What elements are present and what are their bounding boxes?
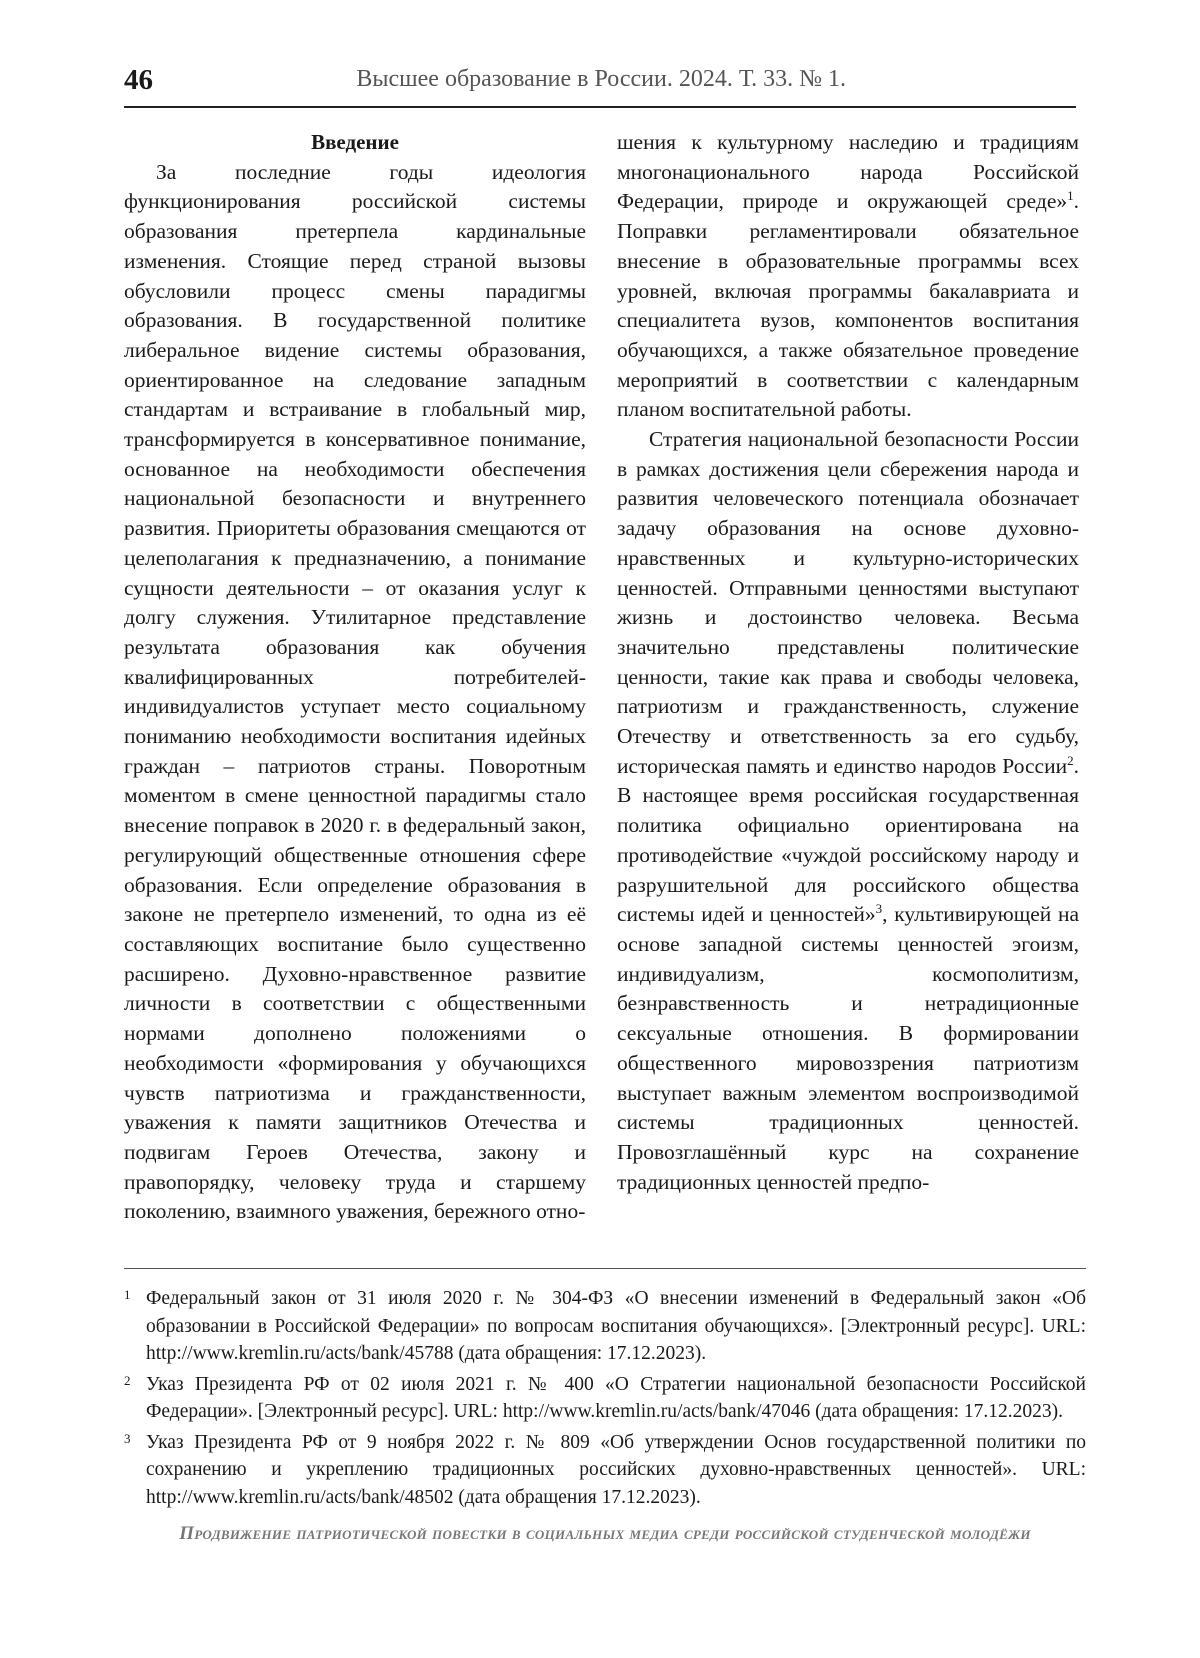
running-footer: Продвижение патриотической повестки в социальных медиа среди российской студенческой молодёжи xyxy=(179,1523,1031,1544)
footnote-ref-3[interactable]: 3 xyxy=(875,901,883,917)
footnote xyxy=(124,1429,1086,1512)
continued-paragraph xyxy=(617,128,1079,425)
footnote-number: 3 xyxy=(124,1430,131,1446)
page-number: 46 xyxy=(124,64,153,96)
footnote-ref-1[interactable]: 1 xyxy=(1067,188,1074,204)
strategy-text-a: Стратегия национальной безопасности России в рамках достижения цели сбережения народа и развития человеческого потенциала обозначает задачу образования на основе духовно-нравственных и культурно-исторических ценностей. Отправными ценностями выступают жизнь и достоинство человека. Весьма значительно представлены политические ценности, такие как права и свободы человека, патриотизм и гражданственность, служение Отечеству и ответственность за его судьбу, историческая память и единство народов России xyxy=(617,427,1079,778)
continued-text-tail: . Поправки регламентировали обязательное внесение в образовательные программы всех уровней, включая программы бакалавриата и специалитета вузов, компонентов воспитания обучающихся, а также обязательное проведение мероприятий в соответствии с календарным планом воспитательной работы. xyxy=(617,189,1079,422)
footnote-divider xyxy=(124,1268,1086,1269)
footnotes xyxy=(124,1285,1086,1514)
strategy-text-b: . В настоящее время российская государственная политика официально ориентирована на противодействие «чуждой российскому народу и разрушительной для российского общества системы идей и ценностей» xyxy=(617,753,1079,927)
footnote-number: 2 xyxy=(124,1372,131,1388)
footnote xyxy=(124,1371,1086,1426)
footnote-text: Указ Президента РФ от 02 июля 2021 г. № 400 «О Стратегии национальной безопасности Российской Федерации». [Электронный ресурс]. URL: http://www.kremlin.ru/acts/bank/47046 (дата обращения: 17.12.2023). xyxy=(146,1373,1086,1422)
footnote-text: Указ Президента РФ от 9 ноября 2022 г. № 809 «Об утверждении Основ государственной политики по сохранению и укреплению традиционных российских духовно-нравственных ценностей». URL: http://www.kremlin.ru/acts/bank/48502 (дата обращения 17.12.2023). xyxy=(146,1431,1086,1508)
intro-paragraph: За последние годы идеология функционирования российской системы образования претерпела кардинальные изменения. Стоящие перед страной вызовы обусловили процесс смены парадигмы образования. В государственной политике либеральное видение системы образования, ориентированное на следование западным стандартам и встраивание в глобальный мир, трансформируется в консервативное понимание, основанное на необходимости обеспечения национальной безопасности и внутреннего развития. Приоритеты образования смещаются от целеполагания к предназначению, а понимание сущности деятельности – от оказания услуг к долгу служения. Утилитарное представление результата образования как обучения квалифицированных потребителей-индивидуалистов уступает место социальному пониманию необходимости воспитания идейных граждан – патриотов страны. Поворотным моментом в смене ценностной парадигмы стало внесение поправок в 2020 г. в федеральный закон, регулирующий общественные отношения сфере образования. Если определение образования в законе не претерпело изменений, то одна из её составляющих воспитание было существенно расширено. Духовно-нравственное развитие личности в соответствии с общественными нормами дополнено положениями о необходимости «формирования у обучающихся чувств патриотизма и гражданственности, уважения к памяти защитников Отечества и подвигам Героев Отечества, закону и правопорядку, человеку труда и старшему поколению, взаимного уважения, бережного отно- xyxy=(124,159,586,1224)
footnote xyxy=(124,1285,1086,1368)
footnote-number: 1 xyxy=(124,1287,131,1302)
strategy-text-c: , культивирующей на основе западной системы ценностей эгоизм, индивидуализм, космополитизм, безнравственность и нетрадиционные сексуальные отношения. В формировании общественного мировоззрения патриотизм выступает важным элементом воспроизводимой системы традиционных ценностей. Провозглашённый курс на сохранение традиционных ценностей предпо- xyxy=(617,902,1080,1194)
page-header xyxy=(124,60,1076,108)
right-column xyxy=(617,128,1079,1197)
section-heading: Введение xyxy=(311,130,399,154)
footnote-text: Федеральный закон от 31 июля 2020 г. № 304-ФЗ «О внесении изменений в Федеральный закон «Об образовании в Российской Федерации» по вопросам воспитания обучающихся». [Электронный ресурс]. URL: http://www.kremlin.ru/acts/bank/45788 (дата обращения: 17.12.2023). xyxy=(146,1288,1086,1364)
footnote-ref-2[interactable]: 2 xyxy=(1067,752,1074,768)
left-column xyxy=(124,128,586,1227)
strategy-paragraph xyxy=(617,425,1079,1197)
continued-text: шения к культурному наследию и традициям многонационального народа Российской Федерации, природе и окружающей среде» xyxy=(617,130,1079,214)
journal-title: Высшее образование в России. 2024. Т. 33. № 1. xyxy=(356,66,846,92)
